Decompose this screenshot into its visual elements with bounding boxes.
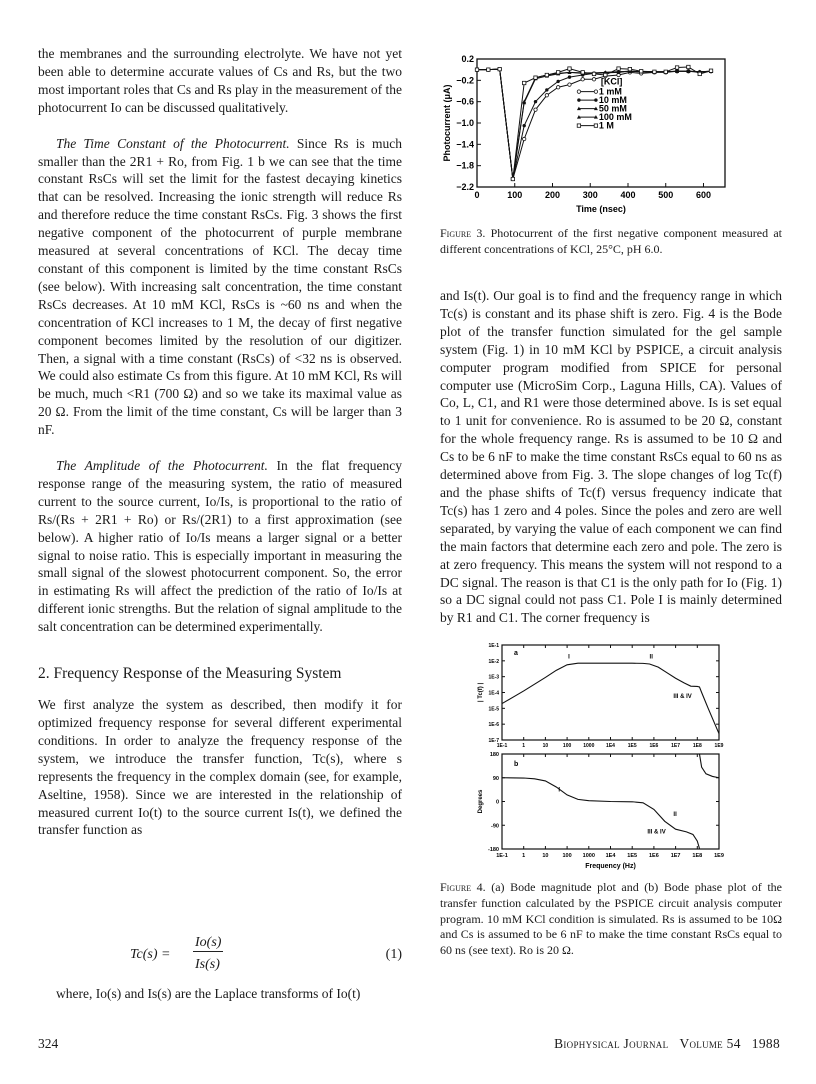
journal-volume: Volume 54 bbox=[679, 1036, 741, 1051]
x-tick-label: 1000 bbox=[583, 743, 595, 749]
data-point bbox=[709, 69, 712, 72]
x-axis-label: Frequency (Hz) bbox=[585, 863, 636, 870]
x-tick-label: 1E6 bbox=[649, 853, 659, 859]
y-tick-label: 1E-4 bbox=[488, 690, 499, 697]
data-point bbox=[594, 98, 597, 101]
y-tick-label: 1E-6 bbox=[488, 722, 499, 729]
paragraph: the membranes and the surrounding electrolyte. We have not yet been able to determine accurate values of Cs and Rs, but the two most important roles that Cs and Rs play in the measurement of the photocurrent Io can be discussed qualitatively. bbox=[38, 46, 402, 115]
data-point bbox=[487, 68, 490, 71]
data-point bbox=[534, 100, 537, 103]
annotation: III & IV bbox=[673, 694, 692, 701]
data-point bbox=[592, 72, 595, 75]
data-point bbox=[577, 124, 580, 127]
x-tick-label: 1E5 bbox=[627, 853, 638, 859]
y-tick-label: −0.6 bbox=[456, 96, 474, 107]
data-point bbox=[556, 71, 559, 74]
x-tick-label: 100 bbox=[507, 190, 523, 200]
x-tick-label: 1E4 bbox=[606, 743, 615, 749]
x-tick-label: 1E7 bbox=[671, 743, 681, 749]
journal-year: 1988 bbox=[751, 1036, 780, 1051]
data-point bbox=[568, 75, 571, 78]
x-tick-label: 1E8 bbox=[692, 853, 703, 859]
legend-title: [KCl] bbox=[600, 76, 623, 87]
data-point bbox=[511, 177, 514, 180]
legend-label: 100 mM bbox=[598, 112, 632, 123]
data-point bbox=[581, 78, 584, 81]
caption-label: Figure 4. bbox=[440, 880, 486, 894]
x-tick-label: 1 bbox=[522, 743, 526, 749]
y-tick-label: 90 bbox=[492, 775, 499, 782]
journal-footer bbox=[554, 1036, 780, 1052]
data-point bbox=[534, 76, 537, 79]
data-point bbox=[594, 124, 597, 127]
x-tick-label: 1 bbox=[522, 853, 526, 859]
left-column bbox=[38, 45, 402, 839]
data-point bbox=[498, 67, 501, 70]
x-tick-label: 1E9 bbox=[714, 853, 724, 859]
data-point bbox=[581, 71, 584, 74]
data-point bbox=[545, 88, 548, 91]
x-tick-label: 500 bbox=[658, 190, 674, 200]
paragraph bbox=[38, 135, 402, 439]
equation-numerator: Io(s) bbox=[195, 935, 222, 950]
x-axis-label: Time (nsec) bbox=[576, 204, 626, 214]
x-tick-label: 400 bbox=[620, 190, 636, 200]
paragraph: where, Io(s) and Is(s) are the Laplace transforms of Io(t) bbox=[56, 986, 361, 1001]
annotation: II bbox=[673, 812, 677, 819]
phase-curve bbox=[502, 778, 699, 849]
paragraph-text: In the flat frequency response range of the measuring system, the ratio of measured current to the source current, Io/Is, is proportional to the ratio of Rs/(Rs + 2R1 + Ro) or Rs/(2R1) to a first approximation (see below). A higher ratio of Io/Is means a larger signal or a better signal to noise ratio. This is especially important in measuring the small signal of the slowest photocurrent component. So, the error in estimating Rs will affect the prediction of the ratio of Io/Is at different ionic strengths. But the relation of signal amplitude to the salt concentration can be determined experimentally. bbox=[38, 458, 402, 635]
y-tick-label: −1.0 bbox=[456, 118, 474, 128]
figure-4-caption bbox=[440, 880, 782, 959]
subheading: The Amplitude of the Photocurrent. bbox=[56, 458, 268, 474]
data-point bbox=[568, 83, 571, 86]
x-tick-label: 10 bbox=[542, 853, 549, 859]
y-axis-label: | Tc(f) | bbox=[478, 682, 484, 703]
x-tick-label: 200 bbox=[544, 190, 561, 200]
annotation: I bbox=[568, 654, 570, 661]
data-point bbox=[592, 78, 595, 81]
equation-lhs: Tc(s) = bbox=[130, 947, 171, 962]
legend-label: 1 mM bbox=[598, 86, 622, 97]
subheading: The Time Constant of the Photocurrent. bbox=[56, 135, 290, 151]
paragraph: and Is(t). Our goal is to find and the frequency range in which Tc(s) is constant and its phase shift is zero. Fig. 4 is the Bode plot of the transfer function simulated for the gel sample system (Fig. 1) in 10 mM KCl by PSPICE, a circuit analysis computer program modified from SPICE for personal computer use (MicroSim Corp., Laguna Hills, CA). Values of Co, L, C1, and R1 were those determined above. Is is set equal to 1 unit for convenience. Ro is assumed to be 20 Ω, constant for the whole frequency range. Rs is assumed to be 10 Ω and Cs to be 6 nF to make the time constant RsCs equal to 60 ns as determined above from Fig. 3. The slope changes of log Tc(f) and the phase shifts of Tc(f) versus frequency indicate that Tc(s) has 1 zero and 4 poles. Since the poles and zero are well separated, by varying the value of each component we can find the main factors that determine each zero and pole. The zero is at zero frequency. This means the system will not respond to a DC signal. The reason is that C1 is the only path for Io (Fig. 1) so a DC signal could not pass C1. Pole I is mainly determined by R1 and C1. The corner frequency is bbox=[440, 288, 782, 626]
y-tick-label: -90 bbox=[491, 823, 499, 830]
data-point bbox=[534, 108, 537, 111]
caption-label: Figure 3. bbox=[440, 226, 486, 240]
journal-name: Biophysical Journal bbox=[554, 1036, 669, 1051]
data-point bbox=[664, 70, 667, 73]
panel-label: a bbox=[514, 650, 518, 657]
annotation: III & IV bbox=[647, 829, 666, 836]
data-point bbox=[577, 90, 580, 93]
paragraph: We first analyze the system as described, then modify it for optimized frequency response for several different experimental conditions. In order to analyze the frequency response of the system, we introduce the transfer function, Tc(s), where s represents the frequency in the complex domain (see, for example, Aseltine, 1958). Since we are interested in the relationship of measured current Io(t) to the source current Is(t), we defined the transfer function as bbox=[38, 697, 402, 838]
y-tick-label: 180 bbox=[489, 752, 499, 758]
y-tick-label: 1E-3 bbox=[488, 674, 499, 681]
y-tick-label: 1E-1 bbox=[488, 643, 499, 649]
data-point bbox=[475, 68, 478, 71]
data-point bbox=[577, 98, 580, 101]
x-tick-label: 1E6 bbox=[649, 743, 659, 749]
figure-4-chart bbox=[440, 638, 780, 878]
data-point bbox=[522, 81, 525, 84]
data-point bbox=[556, 86, 559, 89]
equation-denominator: Is(s) bbox=[195, 957, 220, 972]
data-point bbox=[640, 70, 643, 73]
caption-text: Photocurrent of the first negative component measured at different concentrations of KCl, 25°C, pH 6.0. bbox=[440, 226, 782, 256]
x-tick-label: 100 bbox=[562, 853, 572, 859]
magnitude-plot-frame bbox=[502, 645, 719, 740]
figure-3-caption bbox=[440, 226, 782, 258]
x-tick-label: 1E5 bbox=[627, 743, 637, 749]
y-tick-label: 1E-2 bbox=[488, 658, 499, 665]
data-point bbox=[617, 67, 620, 70]
phase-curve bbox=[699, 754, 719, 778]
data-point bbox=[522, 124, 525, 127]
data-point bbox=[594, 90, 597, 93]
figure-3-chart bbox=[440, 50, 780, 225]
y-tick-label: 0.2 bbox=[461, 54, 474, 64]
x-tick-label: 300 bbox=[582, 190, 598, 200]
y-tick-label: 0 bbox=[495, 799, 499, 806]
legend-label: 1 M bbox=[598, 120, 614, 131]
annotation: I bbox=[558, 787, 561, 794]
y-tick-label: -180 bbox=[487, 847, 499, 853]
data-point bbox=[556, 80, 559, 83]
data-point bbox=[698, 72, 701, 75]
x-tick-label: 1E9 bbox=[714, 743, 724, 749]
x-tick-label: 1E-1 bbox=[496, 853, 508, 859]
data-point bbox=[687, 65, 690, 68]
data-point bbox=[545, 73, 548, 76]
y-tick-label: −1.8 bbox=[456, 160, 474, 171]
x-tick-label: 1E7 bbox=[670, 853, 681, 859]
annotation: II bbox=[649, 654, 653, 661]
x-tick-label: 1E-1 bbox=[496, 743, 508, 749]
data-point bbox=[653, 70, 656, 73]
left-column-end bbox=[38, 985, 402, 1003]
legend-label: 50 mM bbox=[598, 103, 627, 114]
x-tick-label: 1000 bbox=[582, 853, 595, 859]
y-tick-label: −2.2 bbox=[456, 182, 474, 192]
x-tick-label: 1E8 bbox=[692, 743, 702, 749]
x-tick-label: 100 bbox=[562, 743, 572, 749]
y-tick-label: 1E-5 bbox=[488, 706, 499, 713]
section-heading: 2. Frequency Response of the Measuring System bbox=[38, 665, 342, 683]
legend-label: 10 mM bbox=[598, 95, 627, 106]
x-tick-label: 1E4 bbox=[605, 853, 616, 859]
x-tick-label: 0 bbox=[474, 190, 480, 200]
data-point bbox=[568, 67, 571, 70]
y-tick-label: −0.2 bbox=[456, 75, 474, 86]
x-tick-label: 600 bbox=[695, 190, 711, 200]
page-number: 324 bbox=[38, 1036, 59, 1051]
data-point bbox=[522, 137, 525, 140]
equation-number: (1) bbox=[385, 947, 402, 962]
y-axis-label: Photocurrent (μA) bbox=[442, 84, 452, 162]
y-tick-label: −1.4 bbox=[456, 139, 474, 150]
data-point bbox=[675, 66, 678, 69]
panel-label: b bbox=[514, 761, 519, 768]
data-point bbox=[628, 67, 631, 70]
paragraph bbox=[38, 457, 402, 636]
caption-text: (a) Bode magnitude plot and (b) Bode phase plot of the transfer function calculated by the PSPICE circuit analysis computer program. 10 mM KCl condition is simulated. Rs is assumed to be 10Ω and Cs is assumed to be 6 nF to make the time constant RsCs equal to 60 ns (see text). Ro is 20 Ω. bbox=[440, 880, 782, 958]
y-tick-label: 1E-7 bbox=[488, 738, 499, 744]
data-point bbox=[545, 94, 548, 97]
y-axis-label: Degrees bbox=[478, 789, 484, 814]
right-column bbox=[440, 287, 782, 627]
x-tick-label: 10 bbox=[542, 743, 549, 749]
paragraph-text: Since Rs is much smaller than the 2R1 + Ro, from Fig. 1 b we can see that the time constant RsCs will set the limit for the fastest decaying kinetics that can be resolved. Increasing the ionic strength will reduce Rs and therefore reduce the time constant RsCs. Fig. 3 shows the first negative component of the photocurrent of purple membrane measured at several concentrations of KCl. The decay time constant of this component is limited by the time constant RsCs (see below). With increasing salt concentration, the time constant RsCs decreases. At 10 mM KCl, RsCs is ~60 ns and when the concentration of KCl increases to 1 M, the decay of first negative component becomes limited by the resolution of our digitizer. Then, a signal with a time constant (RsCs) of <32 ns is observed. We could also estimate Cs from this figure. At 10 mM KCl, Rs will be much, much <R1 (700 Ω) and so we take its maximal value as 20 Ω. From the limit of the time constant, Cs will be larger than 3 nF. bbox=[38, 135, 403, 438]
series-line bbox=[477, 67, 711, 179]
